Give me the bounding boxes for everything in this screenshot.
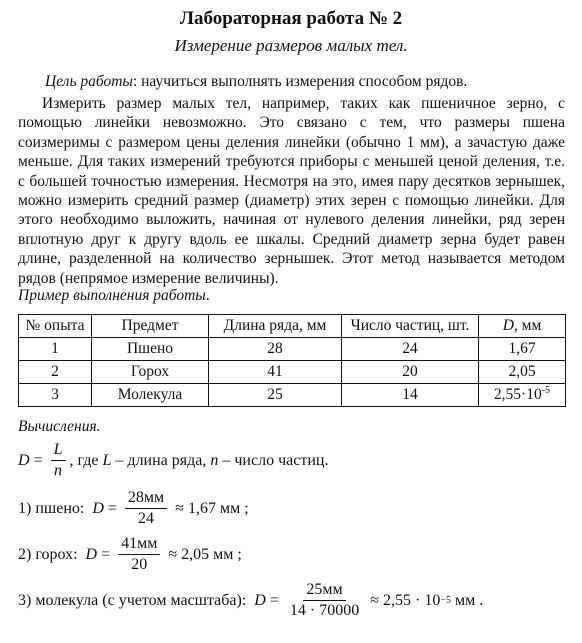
calc-fraction <box>287 580 362 621</box>
page-title: Лабораторная работа № 2 <box>179 8 403 29</box>
table-cell <box>479 338 566 361</box>
col-header-diameter <box>479 315 566 338</box>
calc-var: D <box>92 499 104 517</box>
calc-molecule <box>18 580 483 621</box>
calc-var: D <box>254 591 266 609</box>
table-cell: 1 <box>19 338 92 361</box>
formula-lhs: D <box>18 451 30 469</box>
calc-millet <box>18 488 249 529</box>
calc-result: ≈ 1,67 мм ; <box>171 499 249 517</box>
formula-var-n: n <box>210 451 219 469</box>
goal-text: : научиться выполнять измерения способом рядов. <box>132 73 468 90</box>
calc-numerator: 41мм <box>118 534 160 555</box>
formula-text-a: , где <box>69 451 103 469</box>
table-header-row <box>19 315 566 338</box>
table-row <box>19 338 566 361</box>
table-cell: 41 <box>209 361 342 384</box>
calc-result: ≈ 2,05 мм ; <box>164 545 242 563</box>
calc-denominator: 20 <box>131 556 148 573</box>
table-cell: 3 <box>19 384 92 407</box>
table-row <box>19 384 566 407</box>
table-cell <box>479 361 566 384</box>
formula-var-l: L <box>102 451 112 469</box>
diameter-value: 1,67 <box>508 340 536 357</box>
table-cell: Пшено <box>92 338 209 361</box>
col-header-diameter-unit: , мм <box>513 317 542 334</box>
table-row <box>19 361 566 384</box>
table-cell: Молекула <box>92 384 209 407</box>
diameter-exponent: -5 <box>541 385 551 397</box>
page-subtitle: Измерение размеров малых тел. <box>174 36 408 55</box>
formula-denominator: n <box>54 462 63 479</box>
table-cell: 2 <box>19 361 92 384</box>
calc-fraction <box>125 488 167 529</box>
formula-text-b: – длина ряда, <box>111 451 211 469</box>
calc-heading: Вычисления. <box>18 418 101 435</box>
calc-numerator: 28мм <box>125 488 167 509</box>
table-cell: 25 <box>209 384 342 407</box>
formula-eq: = <box>29 451 47 469</box>
results-table <box>18 314 566 407</box>
calc-numerator: 25мм <box>303 580 345 601</box>
formula-text-c: – число частиц. <box>218 451 329 469</box>
calc-denominator: 14 · 70000 <box>289 602 360 619</box>
calc-result: ≈ 2,55 · 10 <box>366 591 441 609</box>
calc-var: D <box>85 545 98 563</box>
formula-numerator: L <box>51 440 66 461</box>
main-paragraph: Измерить размер малых тел, например, таких как пшеничное зерно, с помощью линейки невозможно. Это связано с тем, что размеры пшена соизмеримы с размером цены деления линейки (обычно 1 мм), а зачастую даже меньше. Для таких измерений требуются приборы с меньшей ценой деления, т.е. с большей точностью измерения. Несмотря на это, имея пару десятков зернышек, можно измерить средний размер (диаметр) этих зерен с помощью линейки. Для этого необходимо выложить, начиная от нулевого деления линейки, ряд зерен вплотную друг к другу вдоль ее шкалы. Средний диаметр зерна будет равен длине, разделенной на количество зернышек. Этот метод называется методом рядов (непрямое измерение величины). <box>18 95 565 287</box>
formula-fraction <box>51 440 66 481</box>
calc-eq: = <box>265 591 283 609</box>
diameter-value: 2,05 <box>508 363 536 380</box>
col-header-particle-count: Число частиц, шт. <box>342 315 479 338</box>
calc-peas <box>18 534 242 575</box>
main-formula <box>18 440 328 481</box>
table-cell: 28 <box>209 338 342 361</box>
example-heading-dot: . <box>205 287 210 304</box>
calc-eq: = <box>97 545 115 563</box>
col-header-row-length: Длина ряда, мм <box>209 315 342 338</box>
table-cell <box>479 384 566 407</box>
calc-unit: мм . <box>450 591 484 609</box>
calc-fraction <box>118 534 160 575</box>
calc-prefix: 1) пшено: <box>18 499 93 517</box>
example-heading-text: Пример выполнения работы <box>18 287 206 304</box>
table-cell: 14 <box>342 384 479 407</box>
calc-denominator: 24 <box>138 510 155 527</box>
calc-eq: = <box>103 499 121 517</box>
table-cell: Горох <box>92 361 209 384</box>
calc-exponent: −5 <box>440 595 451 606</box>
col-header-number: № опыта <box>19 315 92 338</box>
col-header-subject: Предмет <box>92 315 209 338</box>
example-heading <box>18 286 565 305</box>
goal-label: Цель работы <box>45 73 133 90</box>
calc-prefix: 3) молекула (с учетом масштаба): <box>18 591 255 609</box>
calc-prefix: 2) горох: <box>18 545 86 563</box>
table-cell: 20 <box>342 361 479 384</box>
diameter-value: 2,55·10 <box>493 386 542 404</box>
goal-paragraph <box>45 72 565 91</box>
col-header-diameter-var: D <box>502 317 514 334</box>
table-cell: 24 <box>342 338 479 361</box>
